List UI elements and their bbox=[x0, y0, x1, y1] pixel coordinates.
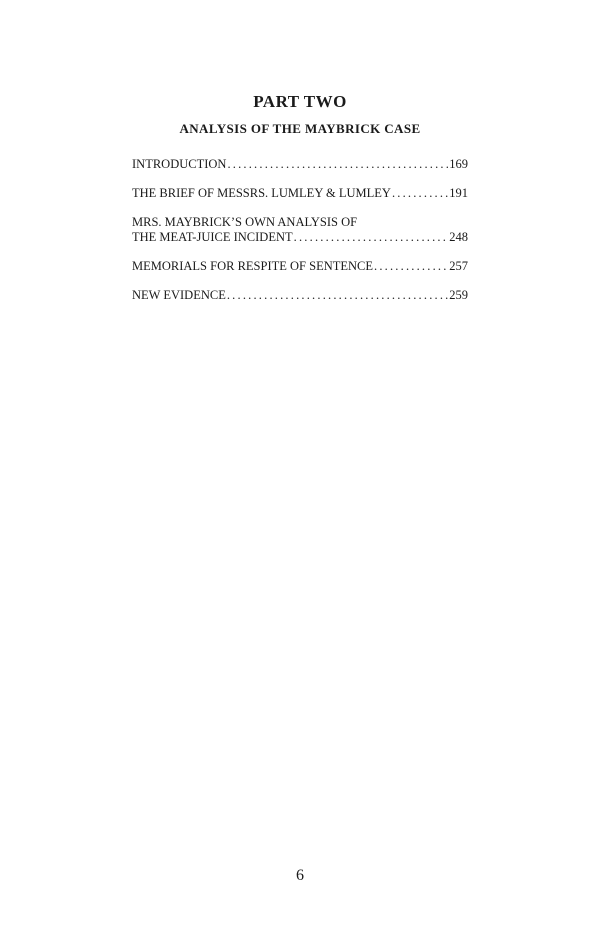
toc-entry-label: MEMORIALS FOR RESPITE OF SENTENCE bbox=[132, 259, 373, 273]
toc-entry-page: 248 bbox=[449, 230, 468, 244]
dot-leader bbox=[294, 230, 449, 245]
toc-entry-new-evidence bbox=[132, 288, 468, 303]
dot-leader bbox=[374, 259, 448, 274]
toc-entry-page: 169 bbox=[449, 157, 468, 171]
dot-leader bbox=[392, 186, 448, 201]
toc-entry-label: INTRODUCTION bbox=[132, 157, 227, 171]
toc-entry-label: THE BRIEF OF MESSRS. LUMLEY & LUMLEY bbox=[132, 186, 391, 200]
toc-entry-label-line-1: MRS. MAYBRICK’S OWN ANALYSIS OF bbox=[132, 215, 358, 229]
page-number: 6 bbox=[296, 867, 304, 884]
toc-entry-page: 191 bbox=[449, 186, 468, 200]
toc-entry-label: NEW EVIDENCE bbox=[132, 288, 226, 302]
toc-entry-introduction bbox=[132, 157, 468, 172]
toc-entry-page: 259 bbox=[449, 288, 468, 302]
section-title: ANALYSIS OF THE MAYBRICK CASE bbox=[179, 121, 421, 136]
toc-entry-page: 257 bbox=[449, 259, 468, 273]
toc-entry-brief bbox=[132, 186, 468, 201]
toc-entry-memorials bbox=[132, 259, 468, 274]
table-of-contents bbox=[132, 157, 468, 317]
toc-entry-label: THE MEAT-JUICE INCIDENT bbox=[132, 230, 293, 244]
dot-leader bbox=[227, 288, 448, 303]
part-title: PART TWO bbox=[253, 92, 347, 111]
dot-leader bbox=[227, 157, 448, 172]
toc-entry-meat-juice bbox=[132, 215, 468, 245]
